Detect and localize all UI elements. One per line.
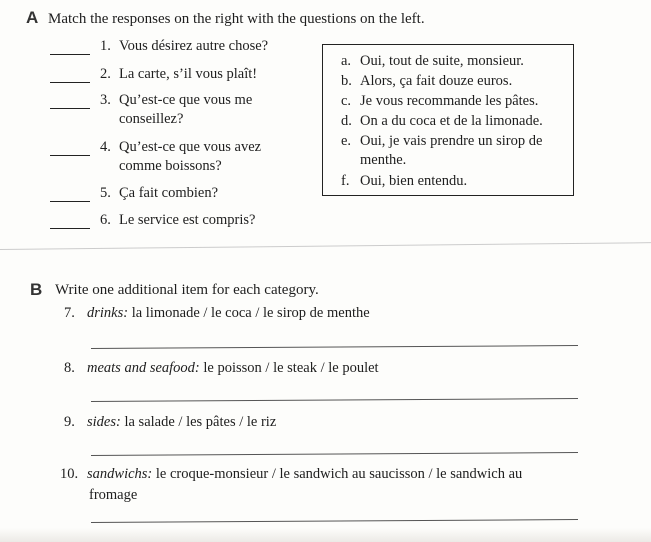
answer-text: Oui, bien entendu. [360, 173, 468, 189]
answer-line[interactable] [91, 452, 578, 456]
item-text: la salade / les pâtes / le riz [124, 414, 277, 430]
section-a-letter: A [26, 8, 39, 27]
question-number: 2. [100, 66, 111, 82]
item-row [87, 360, 379, 377]
section-b-letter: B [30, 280, 43, 299]
question-text: La carte, s’il vous plaît! [119, 66, 258, 82]
answer-letter: a. [341, 53, 352, 69]
answer-text: On a du coca et de la limonade. [360, 113, 543, 129]
answer-letter: b. [341, 73, 352, 89]
item-number: 8. [64, 360, 75, 376]
item-number: 10. [60, 466, 79, 482]
item-category: sandwichs: [87, 466, 153, 482]
item-row [87, 414, 276, 431]
answer-text: Je vous recommande les pâtes. [360, 93, 539, 109]
answer-letter: e. [341, 133, 352, 149]
question-text: Qu’est-ce que vous me [119, 92, 253, 108]
question-number: 5. [100, 185, 111, 201]
question-text: Vous désirez autre chose? [119, 38, 269, 54]
item-row [87, 305, 370, 322]
item-category: drinks: [87, 305, 129, 321]
answer-line[interactable] [91, 345, 578, 349]
answer-text-cont: menthe. [360, 152, 407, 168]
question-number: 3. [100, 92, 111, 108]
answer-blank[interactable] [50, 228, 90, 229]
question-text: Ça fait combien? [119, 185, 219, 201]
section-b-instruction: Write one additional item for each category. [55, 282, 319, 298]
answer-blank[interactable] [50, 201, 90, 202]
answer-blank[interactable] [50, 82, 90, 83]
question-text: Le service est compris? [119, 212, 256, 228]
section-a-instruction: Match the responses on the right with the questions on the left. [48, 11, 425, 27]
item-text-cont: fromage [89, 487, 138, 503]
answer-letter: d. [341, 113, 352, 129]
item-number: 7. [64, 305, 75, 321]
question-text-cont: conseillez? [119, 111, 184, 127]
question-text-cont: comme boissons? [119, 158, 222, 174]
answer-text: Oui, tout de suite, monsieur. [360, 53, 524, 69]
question-number: 4. [100, 139, 111, 155]
question-number: 6. [100, 212, 111, 228]
answer-line[interactable] [91, 519, 578, 523]
item-category: meats and seafood: [87, 360, 200, 376]
section-divider [0, 242, 651, 250]
answer-blank[interactable] [50, 54, 90, 55]
answer-blank[interactable] [50, 108, 90, 109]
answer-letter: c. [341, 93, 352, 109]
item-text: la limonade / le coca / le sirop de menthe [131, 305, 370, 321]
answer-letter: f. [341, 173, 350, 189]
item-row [87, 466, 522, 483]
question-number: 1. [100, 38, 111, 54]
item-text: le poisson / le steak / le poulet [203, 360, 379, 376]
answer-text: Alors, ça fait douze euros. [360, 73, 513, 89]
item-number: 9. [64, 414, 75, 430]
item-text: le croque-monsieur / le sandwich au saucisson / le sandwich au [155, 466, 523, 482]
answer-text: Oui, je vais prendre un sirop de [360, 133, 543, 149]
item-category: sides: [87, 414, 121, 430]
page-edge-shadow [0, 528, 651, 542]
answer-line[interactable] [91, 398, 578, 402]
answer-blank[interactable] [50, 155, 90, 156]
question-text: Qu’est-ce que vous avez [119, 139, 262, 155]
